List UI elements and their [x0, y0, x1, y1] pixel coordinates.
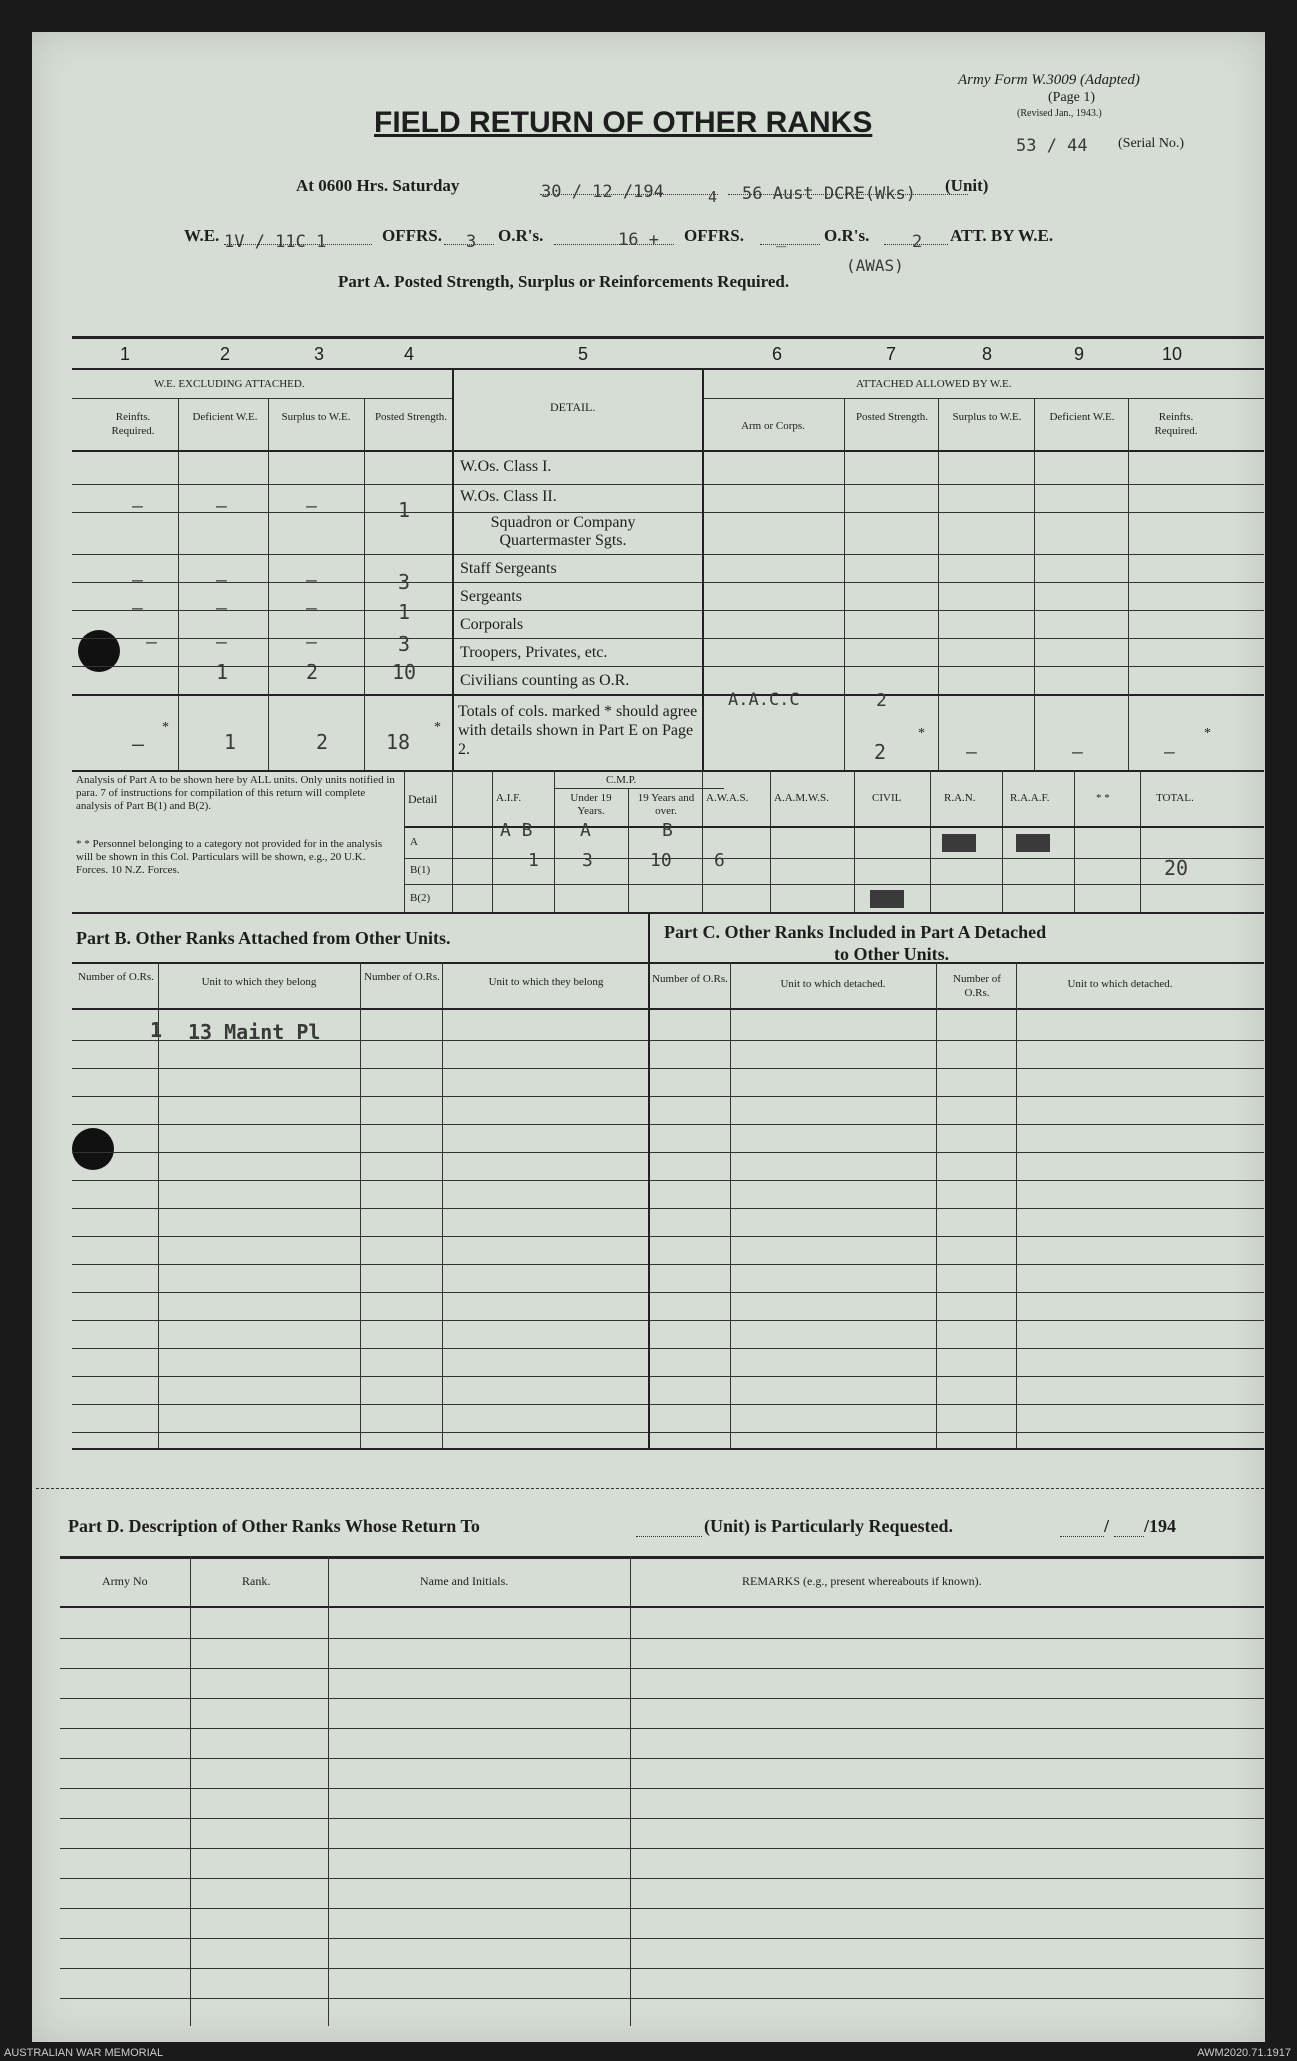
- detail-wo1: W.Os. Class I.: [460, 458, 552, 475]
- sgt-c2: –: [216, 598, 227, 619]
- detail-troopers: Troopers, Privates, etc.: [460, 644, 608, 661]
- analysis-total: TOTAL.: [1156, 792, 1194, 804]
- analysis-under19-value: 3: [582, 850, 593, 871]
- b-header-num1: Number of O.Rs.: [78, 971, 154, 983]
- wo2-c1: –: [132, 496, 143, 517]
- we-label: W.E.: [184, 226, 220, 245]
- sgt-c1: –: [132, 598, 143, 619]
- analysis-row-b2: B(2): [410, 892, 431, 904]
- header-posted-left: Posted Strength.: [374, 411, 448, 423]
- civil-stamp: [870, 890, 904, 908]
- cpl-c2: –: [216, 632, 227, 653]
- col-num-6: 6: [772, 344, 783, 364]
- col-num-4: 4: [404, 344, 415, 364]
- analysis-aamws: A.A.M.W.S.: [774, 792, 829, 804]
- detail-cpl: Corporals: [460, 616, 524, 633]
- analysis-hw-ab: A B: [500, 820, 533, 841]
- part-c-title-2: to Other Units.: [834, 944, 950, 964]
- header-surplus-left: Surplus to W.E.: [281, 411, 351, 423]
- col-num-8: 8: [982, 344, 993, 364]
- footer-right: AWM2020.71.1917: [1197, 2047, 1291, 2059]
- analysis-hw-a: A: [580, 820, 591, 841]
- unit-value: 56 Aust DCRE(Wks): [742, 184, 916, 204]
- offrs-label: OFFRS.: [382, 226, 442, 245]
- analysis-ran: R.A.N.: [944, 792, 976, 804]
- total-c4: 18: [386, 730, 411, 754]
- ors-value: 16 +: [618, 230, 659, 250]
- c-header-unit2: Unit to which detached.: [1067, 978, 1173, 990]
- part-d-title-d: /194: [1144, 1516, 1177, 1536]
- total-star-4: *: [434, 720, 441, 735]
- header-deficient-right: Deficient W.E.: [1049, 411, 1115, 423]
- total-star-7: *: [918, 726, 925, 741]
- header-arm-corps: Arm or Corps.: [741, 420, 805, 432]
- analysis-other: * *: [1096, 792, 1110, 804]
- b-entry-unit: 13 Maint Pl: [188, 1020, 321, 1044]
- offrs2-value: _: [776, 228, 787, 248]
- ssgt-c4: 3: [398, 570, 411, 594]
- attached-posted: 2: [876, 690, 887, 711]
- ssgt-c1: –: [132, 570, 143, 591]
- date-value: 30 / 12 /194: [541, 182, 664, 202]
- c-header-num1: Number of O.Rs.: [652, 973, 728, 985]
- civ-c3: 2: [306, 660, 319, 684]
- cpl-c4: 3: [398, 632, 411, 656]
- col-num-10: 10: [1162, 344, 1183, 364]
- detail-cqms: Squadron or Company Quartermaster Sgts.: [490, 514, 636, 549]
- analysis-raaf: R.A.A.F.: [1010, 792, 1050, 804]
- b-header-num2: Number of O.Rs.: [364, 971, 440, 983]
- analysis-19over-value: 10: [650, 850, 672, 871]
- total-c7: 2: [874, 740, 887, 764]
- analysis-row-a: A: [410, 836, 418, 848]
- col-num-7: 7: [886, 344, 897, 364]
- ors-label: O.R's.: [498, 226, 544, 245]
- offrs2-label: OFFRS.: [684, 226, 744, 245]
- punch-hole-bottom: [72, 1128, 114, 1170]
- col-num-9: 9: [1074, 344, 1085, 364]
- wo2-c4: 1: [398, 498, 411, 522]
- d-header-remarks: REMARKS (e.g., present whereabouts if known).: [742, 1574, 982, 1588]
- total-c10: –: [1164, 742, 1175, 763]
- awas-note: (AWAS): [846, 256, 904, 275]
- wo2-c2: –: [216, 496, 227, 517]
- col-num-2: 2: [220, 344, 231, 364]
- part-d-title-a: Part D. Description of Other Ranks Whose Return To: [68, 1516, 480, 1536]
- ors2-label: O.R's.: [824, 226, 870, 245]
- form-title: FIELD RETURN OF OTHER RANKS: [374, 106, 873, 139]
- col-num-1: 1: [120, 344, 131, 364]
- header-reinfts-right: Reinfts. Required.: [1154, 411, 1198, 437]
- d-header-name: Name and Initials.: [420, 1574, 509, 1588]
- total-c1: –: [132, 732, 145, 756]
- we-value: 1V / 11C 1: [224, 232, 327, 252]
- at-line-label: At 0600 Hrs. Saturday: [296, 176, 460, 195]
- analysis-hw-b: B: [662, 820, 673, 841]
- civ-c4: 10: [392, 660, 417, 684]
- form-id-line1: Army Form W.3009 (Adapted): [958, 72, 1140, 88]
- total-star-1: *: [162, 720, 169, 735]
- total-c8: –: [966, 742, 977, 763]
- c-header-num2: Number of O.Rs.: [953, 973, 1001, 999]
- analysis-awas-value: 6: [714, 850, 725, 871]
- col-num-5: 5: [578, 344, 589, 364]
- analysis-cmp: C.M.P.: [606, 774, 637, 786]
- att-label: ATT. BY W.E.: [950, 226, 1054, 245]
- civ-c2: 1: [216, 660, 229, 684]
- detail-sgt: Sergeants: [460, 588, 522, 605]
- header-posted-right: Posted Strength.: [855, 411, 929, 423]
- d-header-army-no: Army No: [102, 1574, 148, 1588]
- offrs-value: 3: [466, 232, 477, 252]
- serial-value: 53 / 44: [1016, 136, 1088, 156]
- header-surplus-right: Surplus to W.E.: [952, 411, 1022, 423]
- total-c9: –: [1072, 742, 1083, 763]
- analysis-19over: 19 Years and over.: [637, 792, 695, 817]
- b-header-unit2: Unit to which they belong: [488, 976, 604, 988]
- analysis-note1: Analysis of Part A to be shown here by ALL units. Only units notified in para. 7 of instructions for compilation of this return will complete analysis of Part B(1) and B(2).: [76, 774, 395, 812]
- analysis-awas: A.W.A.S.: [706, 792, 749, 804]
- analysis-civil: CIVIL: [872, 792, 902, 804]
- date-year-digit: 4: [708, 188, 718, 206]
- analysis-detail: Detail: [408, 792, 438, 806]
- totals-label: Totals of cols. marked * should agree with details shown in Part E on Page 2.: [458, 703, 698, 758]
- part-b-title: Part B. Other Ranks Attached from Other Units.: [76, 928, 451, 948]
- detail-ssgt: Staff Sergeants: [460, 560, 557, 577]
- we-excluding-header: W.E. EXCLUDING ATTACHED.: [154, 378, 305, 390]
- ssgt-c2: –: [216, 570, 227, 591]
- detail-header: DETAIL.: [550, 400, 596, 414]
- raaf-stamp: [1016, 834, 1050, 852]
- wo2-c3: –: [306, 496, 317, 517]
- analysis-row-b1: B(1): [410, 864, 431, 876]
- attached-arm: A.A.C.C: [728, 690, 800, 710]
- analysis-under19: Under 19 Years.: [570, 792, 612, 817]
- header-deficient-left: Deficient W.E.: [192, 411, 258, 423]
- d-header-rank: Rank.: [242, 1574, 271, 1588]
- total-c2: 1: [224, 730, 237, 754]
- col-num-3: 3: [314, 344, 325, 364]
- attached-allowed-header: ATTACHED ALLOWED BY W.E.: [856, 378, 1012, 390]
- cpl-c1: –: [146, 632, 157, 653]
- cpl-c3: –: [306, 632, 317, 653]
- b-entry-num: 1: [150, 1018, 163, 1042]
- c-header-unit1: Unit to which detached.: [780, 978, 886, 990]
- detail-civilians: Civilians counting as O.R.: [460, 672, 630, 689]
- detail-wo2: W.Os. Class II.: [460, 488, 557, 505]
- sgt-c3: –: [306, 598, 317, 619]
- analysis-aif-value: 1: [528, 850, 539, 871]
- unit-label: (Unit): [945, 176, 989, 195]
- part-a-title: Part A. Posted Strength, Surplus or Reinforcements Required.: [338, 272, 790, 291]
- form-id-line2: (Page 1): [1048, 90, 1096, 105]
- b-header-unit1: Unit to which they belong: [201, 976, 317, 988]
- footer-left: AUSTRALIAN WAR MEMORIAL: [4, 2047, 164, 2059]
- total-star-10: *: [1204, 726, 1211, 741]
- form-id-line3: (Revised Jan., 1943.): [1017, 108, 1102, 119]
- analysis-total-value: 20: [1164, 856, 1189, 880]
- ors2-value: 2: [912, 232, 923, 252]
- total-c3: 2: [316, 730, 329, 754]
- sgt-c4: 1: [398, 600, 411, 624]
- ran-stamp: [942, 834, 976, 852]
- analysis-aif: A.I.F.: [496, 792, 522, 804]
- header-reinfts-left: Reinfts. Required.: [111, 411, 155, 437]
- analysis-note2: * * Personnel belonging to a category not provided for in the analysis will be shown in this Col. Particulars will be shown, e.g., 20 U.K. Forces. 10 N.Z. Forces.: [76, 838, 383, 876]
- serial-label: (Serial No.): [1118, 136, 1185, 151]
- ssgt-c3: –: [306, 570, 317, 591]
- part-d-title-c: /: [1104, 1516, 1110, 1536]
- part-c-title-1: Part C. Other Ranks Included in Part A Detached: [664, 922, 1047, 942]
- part-d-title-b: (Unit) is Particularly Requested.: [704, 1516, 953, 1536]
